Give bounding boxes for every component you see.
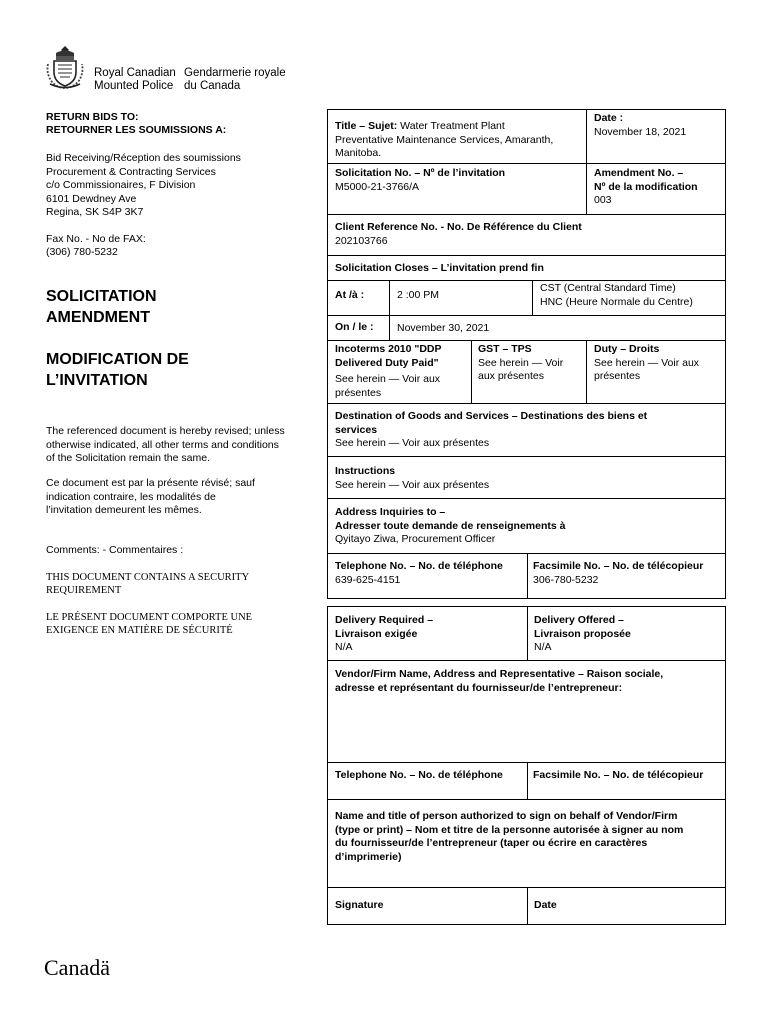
heading-en	[46, 286, 157, 328]
security-notice-fr	[46, 611, 252, 637]
signature-date-field[interactable]: Date	[534, 899, 557, 911]
closing-date-value: November 30, 2021	[397, 322, 490, 334]
destination-field	[335, 410, 647, 451]
org-name-en-line2: Mounted Police	[94, 79, 174, 92]
amendment-number-value: 003	[594, 194, 612, 206]
delivery-required-label-line1: Delivery Required –	[335, 614, 434, 626]
authorized-person-field[interactable]	[335, 810, 720, 864]
address-line: Regina, SK S4P 3K7	[46, 206, 144, 218]
return-bids-en: RETURN BIDS TO:	[46, 111, 139, 123]
fax-label: Fax No. - No de FAX:	[46, 233, 146, 245]
delivery-required-label-line2: Livraison exigée	[335, 627, 418, 640]
inquiries-label-line2: Adresser toute demande de renseignements à	[335, 519, 566, 532]
org-name-fr-line1: Gendarmerie royale	[184, 67, 286, 79]
return-bids-fr: RETOURNER LES SOUMISSIONS A:	[46, 124, 227, 136]
notice-line: l’invitation demeurent les mêmes.	[46, 504, 202, 516]
client-reference-label: Client Reference No. - No. De Référence du Client	[335, 221, 582, 233]
heading-fr-line1: MODIFICATION DE	[46, 351, 189, 368]
timezone-field	[540, 282, 693, 309]
date-value: November 18, 2021	[594, 125, 687, 138]
solicitation-number-field	[335, 167, 505, 194]
vendor-label-line2: adresse et représentant du fournisseur/de l’entrepreneur:	[335, 681, 623, 694]
date-field	[594, 112, 686, 139]
on-label: On / le :	[335, 321, 374, 333]
notice-line: indication contraire, les modalités de	[46, 490, 216, 503]
amendment-label-line1: Amendment No. –	[594, 167, 684, 179]
rcmp-crest-icon	[44, 44, 86, 90]
amendment-number-field	[594, 167, 698, 208]
address-line: c/o Commissionaires, F Division	[46, 179, 196, 191]
telephone-field	[335, 560, 503, 587]
incoterms-value-line2: présentes	[335, 386, 382, 399]
heading-en-line2: AMENDMENT	[46, 309, 150, 326]
vendor-label-line1: Vendor/Firm Name, Address and Representative – Raison sociale,	[335, 668, 664, 680]
title-label: Title – Sujet:	[335, 120, 398, 132]
telephone-value: 639-625-4151	[335, 573, 401, 586]
notice-line: Ce document est par la présente révisé; sauf	[46, 477, 255, 489]
security-line: THIS DOCUMENT CONTAINS A SECURITY	[46, 572, 250, 583]
inquiries-label-line1: Address Inquiries to –	[335, 506, 446, 518]
revised-notice-fr	[46, 477, 255, 518]
comments-label: Comments: - Commentaires :	[46, 544, 184, 556]
duty-field	[594, 343, 699, 384]
authorized-label-line: (type or print) – Nom et titre de la personne autorisée à signer au nom	[335, 823, 684, 836]
client-reference-value: 202103766	[335, 234, 388, 247]
client-reference-field	[335, 221, 582, 248]
org-name-fr	[184, 67, 286, 92]
instructions-label: Instructions	[335, 465, 396, 477]
heading-fr	[46, 349, 189, 391]
destination-value: See herein — Voir aux présentes	[335, 437, 490, 449]
security-notice-en	[46, 571, 249, 597]
address-line: 6101 Dewdney Ave	[46, 192, 137, 205]
title-value-line2: Preventative Maintenance Services, Amaranth,	[335, 133, 554, 146]
heading-fr-line2: L’INVITATION	[46, 372, 148, 389]
instructions-field	[335, 465, 489, 492]
delivery-offered-field	[534, 614, 631, 655]
gst-value-line2: aux présentes	[478, 370, 544, 382]
notice-line: of the Solicitation remain the same.	[46, 452, 211, 464]
authorized-label-line: d’imprimerie)	[335, 850, 402, 863]
address-line: Procurement & Contracting Services	[46, 165, 216, 178]
duty-value-line2: présentes	[594, 370, 641, 382]
notice-line: otherwise indicated, all other terms and conditions	[46, 438, 279, 451]
org-name-en	[94, 67, 176, 92]
title-field	[335, 120, 583, 161]
security-line: REQUIREMENT	[46, 585, 122, 596]
solicitation-closes-label: Solicitation Closes – L’invitation prend fin	[335, 262, 544, 274]
solicitation-number-value: M5000-21-3766/A	[335, 180, 420, 193]
destination-label-line2: services	[335, 423, 378, 436]
incoterms-field	[335, 343, 442, 400]
fax-value: (306) 780-5232	[46, 246, 118, 258]
return-address	[46, 152, 241, 220]
vendor-details-field[interactable]	[335, 668, 720, 695]
delivery-offered-label-line1: Delivery Offered –	[534, 614, 624, 626]
vendor-telephone-field[interactable]: Telephone No. – No. de téléphone	[335, 769, 503, 781]
amendment-label-line2: Nº de la modification	[594, 180, 698, 193]
incoterms-value-line1: See herein — Voir aux	[335, 373, 441, 385]
facsimile-label: Facsimile No. – No. de télécopieur	[533, 560, 704, 572]
incoterms-label-line1: Incoterms 2010 "DDP	[335, 343, 442, 355]
delivery-offered-label-line2: Livraison proposée	[534, 627, 631, 640]
date-label: Date :	[594, 112, 624, 124]
solicitation-number-label: Solicitation No. – Nº de l’invitation	[335, 167, 506, 179]
vendor-facsimile-field[interactable]: Facsimile No. – No. de télécopieur	[533, 769, 704, 781]
org-name-en-line1: Royal Canadian	[94, 67, 176, 79]
facsimile-value: 306-780-5232	[533, 573, 599, 586]
authorized-label-line: du fournisseur/de l’entrepreneur (taper ou écrire en caractères	[335, 837, 648, 849]
closing-time-value: 2 :00 PM	[397, 289, 440, 301]
inquiries-value: Qyitayo Ziwa, Procurement Officer	[335, 533, 496, 545]
destination-label-line1: Destination of Goods and Services – Destinations des biens et	[335, 410, 648, 422]
gst-value-line1: See herein — Voir	[478, 356, 564, 369]
revised-notice-en	[46, 425, 285, 466]
title-value-line3: Manitoba.	[335, 147, 382, 159]
telephone-label: Telephone No. – No. de téléphone	[335, 560, 503, 572]
canada-wordmark-logo: Canadä	[44, 955, 110, 980]
title-value-line1: Water Treatment Plant	[397, 120, 505, 132]
delivery-offered-value: N/A	[534, 641, 552, 653]
delivery-required-field	[335, 614, 433, 655]
heading-en-line1: SOLICITATION	[46, 288, 157, 305]
timezone-en: CST (Central Standard Time)	[540, 282, 676, 294]
authorized-label-line: Name and title of person authorized to sign on behalf of Vendor/Firm	[335, 810, 678, 822]
security-line: EXIGENCE EN MATIÈRE DE SÉCURITÉ	[46, 625, 233, 636]
inquiries-field	[335, 506, 566, 547]
security-line: LE PRÉSENT DOCUMENT COMPORTE UNE	[46, 612, 253, 623]
at-label: At /à :	[335, 289, 365, 301]
duty-value-line1: See herein — Voir aux	[594, 356, 700, 369]
duty-label: Duty – Droits	[594, 343, 660, 355]
timezone-fr: HNC (Heure Normale du Centre)	[540, 295, 693, 308]
delivery-required-value: N/A	[335, 641, 353, 653]
facsimile-field	[533, 560, 703, 587]
gst-label: GST – TPS	[478, 343, 532, 355]
org-name-fr-line2: du Canada	[184, 79, 241, 92]
signature-field[interactable]: Signature	[335, 899, 384, 911]
gst-field	[478, 343, 563, 384]
address-line: Bid Receiving/Réception des soumissions	[46, 152, 241, 164]
incoterms-label-line2: Delivered Duty Paid"	[335, 356, 439, 369]
instructions-value: See herein — Voir aux présentes	[335, 478, 490, 491]
notice-line: The referenced document is hereby revised; unless	[46, 425, 285, 437]
